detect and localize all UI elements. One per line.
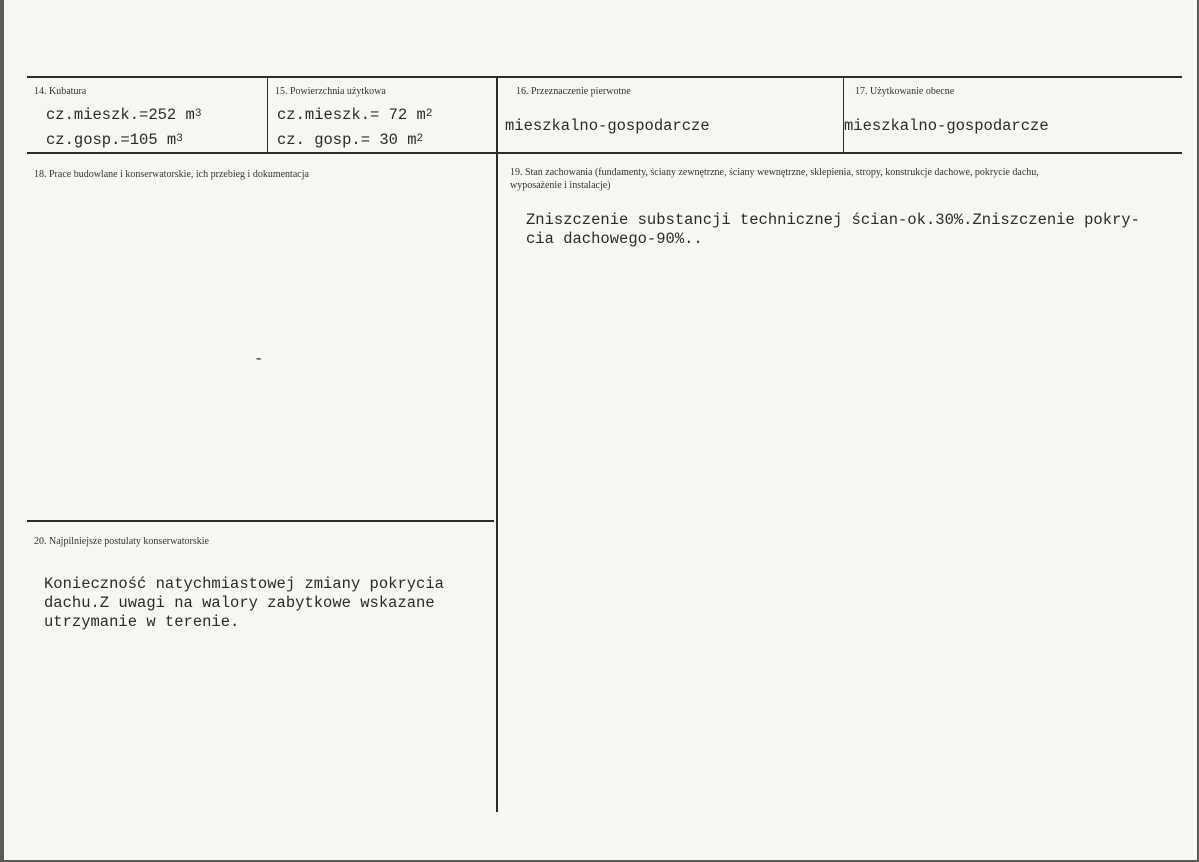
field-15-line-1	[277, 106, 432, 125]
field-14-line-2-exponent: 3	[176, 133, 183, 145]
field-20-rule	[27, 520, 494, 522]
field-17-value: mieszkalno-gospodarcze	[844, 117, 1049, 135]
field-17-label: 17. Użytkowanie obecne	[855, 86, 955, 97]
main-column-divider	[496, 77, 498, 812]
field-14-label: 14. Kubatura	[34, 86, 87, 97]
field-15-line-2-text: cz. gosp.= 30 m	[277, 131, 417, 149]
field-16-label: 16. Przeznaczenie pierwotne	[516, 86, 631, 97]
field-15-line-1-text: cz.mieszk.= 72 m	[277, 106, 426, 124]
field-20-value: Konieczność natychmiastowej zmiany pokrycia dachu.Z uwagi na walory zabytkowe wskazane utrzymanie w terenie.	[44, 575, 444, 631]
header-row-rule	[27, 152, 1182, 154]
field-15-line-1-exponent: 2	[425, 108, 433, 120]
field-14-line-2-text: cz.gosp.=105 m	[46, 131, 177, 149]
field-16-value: mieszkalno-gospodarcze	[505, 117, 710, 135]
field-14-line-1	[46, 106, 201, 125]
field-19-value: Zniszczenie substancji technicznej ścian-ok.30%.Zniszczenie pokry- cia dachowego-90%..	[526, 211, 1140, 248]
field-14-line-2	[46, 131, 183, 150]
field-15-line-2-exponent: 2	[416, 133, 424, 145]
field-14-line-1-exponent: 3	[194, 108, 202, 120]
divider-14-15	[267, 77, 268, 153]
field-15-line-2	[277, 131, 423, 150]
field-20-label: 20. Najpilniejsze postulaty konserwatorskie	[34, 536, 209, 547]
field-18-value: -	[254, 350, 264, 368]
field-18-label: 18. Prace budowlane i konserwatorskie, ich przebieg i dokumentacja	[34, 169, 309, 180]
divider-16-17	[843, 77, 844, 153]
field-14-line-1-text: cz.mieszk.=252 m	[46, 106, 195, 124]
field-19-label: 19. Stan zachowania (fundamenty, ściany zewnętrzne, ściany wewnętrzne, sklepienia, stropy, konstrukcje dachowe, pokrycie dachu, wyposażenie i instalacje)	[510, 167, 1039, 191]
top-rule	[27, 76, 1182, 78]
record-card	[4, 0, 1197, 860]
field-15-label: 15. Powierzchnia użytkowa	[275, 86, 386, 97]
